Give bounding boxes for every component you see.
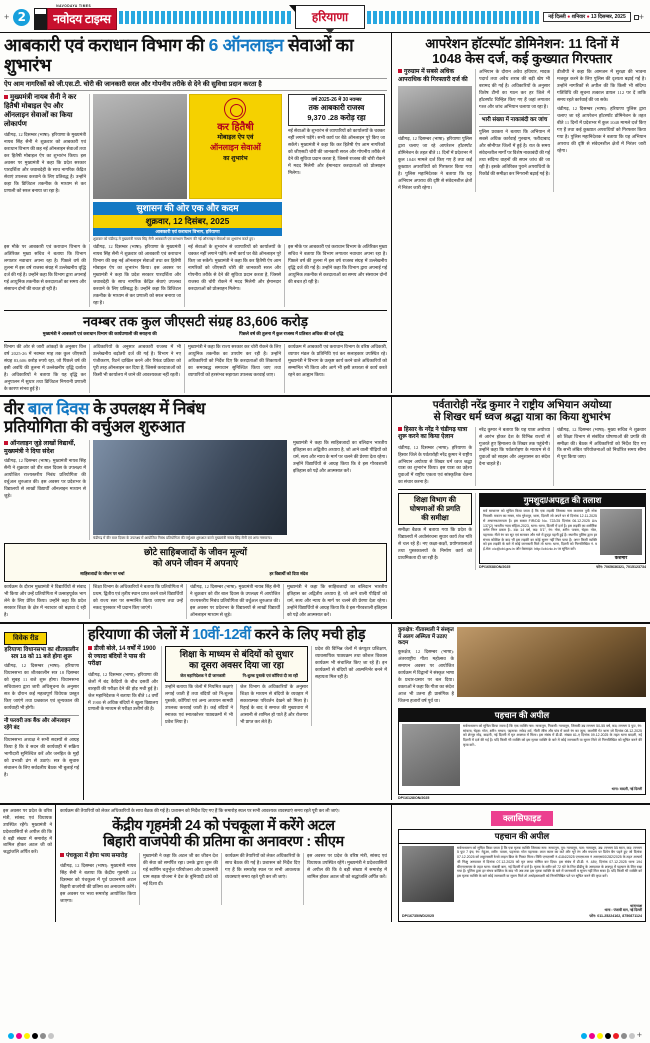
mid-left-body-5: चंडीगढ़, 12 दिसम्बर (भाषा): मुख्यमंत्री नायब सिंह सैनी ने शुक्रवार को वीर बाल दिवस के उपलक्ष्य में आयोजित राज्यस्तरीय निबंध प्रतियोगिता की वर्चुअल शुरुआत की। इस अवसर पर प्रदेशभर के विद्यालयों से लाखों विद्यार्थी ऑनलाइन माध्यम से जुड़े। [187,584,284,619]
right-body-4: डीजीपी ने कहा कि आमजन में सुरक्षा की भावना मजबूत करने के लिए पुलिस की दृश्यता बढ़ाई गई है। उन्होंने नागरिकों से अपील की कि किसी भी संदिग्ध गतिविधि की सूचना तत्काल डायल 112 पर दें ताकि समय रहते कार्रवाई की जा सके। [557,69,646,102]
statbox-line-1: वर्ष 2025-26 में 30 नवम्बर [311,97,362,104]
mid-left-box-sub-right: हर विद्यार्थी को दिया संदेश [269,571,308,577]
gst-body-3: मुख्यमंत्री ने कहा कि राज्य सरकार कर चोरी रोकने के लिए आधुनिक तकनीक का उपयोग कर रही है। उन्होंने अधिकारियों को निर्देश दिए कि करदाताओं की शिकायतों का समयबद्ध समाधान सुनिश्चित किया जाए तथा व्यापारियों को हरसंभव सहायता उपलब्ध करवाई जाए। [185,344,285,393]
registration-footer [0,1031,650,1040]
reg-dots-right [581,1031,642,1040]
mid-row [0,395,650,619]
lead-left-headline-part2: सेवाओं का शुभारंभ [4,35,354,75]
lower-right-column [392,624,650,800]
mid-left-kicker-text: ऑनलाइन जुड़े लाखों विद्यार्थी, मुख्यमंत्री ने दिया संदेश [4,439,76,455]
bottom-row [0,803,650,922]
masthead [0,0,650,30]
mid-left-photo-col [90,440,290,541]
atal-body-3: कार्यक्रम की तैयारियों को लेकर अधिकारियों के साथ बैठक की गई है। प्रशासन को निर्देश दिए गए हैं कि समारोह स्थल पर सभी आवश्यक व्यवस्थाएं समय रहते पूरी कर ली जाएं। [222,853,304,905]
crop-mark-left: + [4,11,10,22]
lead-left-body-4: चंडीगढ़, 12 दिसम्बर (भाषा): हरियाणा के मुख्यमंत्री नायब सिंह सैनी ने शुक्रवार को आबकारी एवं कराधान विभाग की छह नई ऑनलाइन सेवाओं तथा कर हितैषी मोबाइल ऐप का शुभारंभ किया। इस अवसर पर मुख्यमंत्री ने कहा कि प्रदेश सरकार पारदर्शिता और जवाबदेही के साथ नागरिक केंद्रित सेवाएं उपलब्ध करवाने के लिए प्रतिबद्ध है। उन्होंने कहा कि डिजिटल तकनीक के माध्यम से कर प्रणाली को सरल बनाया जा रहा है। [90,244,185,307]
event-photo [93,440,287,535]
mid-right-headline-2: से शिखर धर्म ध्वज श्रद्धा यात्रा का किया शुभारंभ [433,411,611,423]
right-body-5: चंडीगढ़, 12 दिसम्बर (भाषा): हरियाणा पुलिस द्वारा चलाए जा रहे आपरेशन हॉटस्पॉट डोमिनेशन के तहत बीते 11 दिनों में प्रदेशभर में कुल 1048 मामले दर्ज किए गए हैं तथा कई कुख्यात अपराधियों को गिरफ्तार किया गया है। पुलिस महानिदेशक ने बताया कि यह अभियान अपराध की दृष्टि से संवेदनशील क्षेत्रों में निरंतर जारी रहेगा। [557,105,646,153]
bullet-square-icon [4,95,8,99]
kurukshetra-photo-wrap [457,627,646,705]
identification-2-body: सर्वसाधारण को सूचित किया जाता है कि एक मृतक व्यक्ति जिसका नाम: नामालूम, पुत्र: नामालूम, पता: नामालूम, उम्र: लगभग 55 साल, कद: लगभग 5 फुट 7 इंच, रंग: गेहुंआ, शरीर: पतला, पहनावा: गोल पहनावा: लाल कलर का कर्ट और भूरे रंग और मफलर पर डिपेन बैग पहने हुए जो दिनांक 07.12.2025 को शकूरबस्ती रेलवे लाइन ब्रिज के निकट मिला। विधि एमएलसी नं.4184/2025 एमएसआर नं आरएस00/282/2025 के तहत आचार्य श्री भिक्षु अस्पताल में दिनांक 07.12.2025 को मृत लाया घोषित कर दिया। इस संबंध में डी.डी. नं. 48ए, दिनांक 07.12.2025 थाना 194 बीएनएसएस के तहत थाना: पंजाबी बाग, नई दिल्ली में दर्ज है। मृतक के शरीर को 72 घंटे के लिए डीडीयू के अस्पताल के शवगृह में पहचान के लिए रखा गया है। पुलिस द्वारा हर संभव कोशिश के बाद भी अब तक इस मृतक व्यक्ति के बारे में जानकारी व सुराग नहीं मिल सका है। यदि किसी भी व्यक्ति को इस मृतक व्यक्ति के बारे कोई जानकारी या सुराग मिले तो अधोहस्ताक्षरी को निम्नलिखित पते पर सूचित करने की कृपा करें। [457,845,642,878]
dateline-bullet-1: ● [567,14,571,20]
right-kicker [398,69,472,84]
right-headline-line2: 1048 केस दर्ज, कई कुख्यात गिरफ्तार [432,51,612,67]
mid-left-headline-1 [4,400,387,418]
identification-appeal-2 [398,829,646,922]
mid-left-body-1: चंडीगढ़, 12 दिसम्बर (भाषा): मुख्यमंत्री नायब सिंह सैनी ने शुक्रवार को वीर बाल दिवस के उपलक्ष्य में आयोजित राज्यस्तरीय निबंध प्रतियोगिता की वर्चुअल शुरुआत की। इस अवसर पर प्रदेशभर के विद्यालयों से लाखों विद्यार्थी ऑनलाइन माध्यम से जुड़े। [4,458,86,499]
right-body-1: चंडीगढ़, 12 दिसम्बर (भाषा): हरियाणा पुलिस द्वारा चलाए जा रहे आपरेशन हॉटस्पॉट डोमिनेशन के तहत बीते 11 दिनों में प्रदेशभर में कुल 1048 मामले दर्ज किए गए हैं तथा कई कुख्यात अपराधियों को गिरफ्तार किया गया है। पुलिस महानिदेशक ने बताया कि यह अभियान अपराध की दृष्टि से संवेदनशील क्षेत्रों में निरंतर जारी रहेगा। [398,136,472,190]
sadhu-photo [457,627,646,697]
jail-body-2: उन्होंने बताया कि जेलों में नियमित कक्षाएं लगाई जाती हैं तथा बंदियों को नि:शुल्क पुस्तकें, कॉपियां एवं अन्य अध्ययन सामग्री उपलब्ध करवाई जाती है। कई बंदियों ने स्नातक एवं स्नातकोत्तर पाठ्यक्रमों में भी प्रवेश लिया है। [165,684,237,726]
assembly-body-1: चंडीगढ़, 12 दिसम्बर (भाषा): हरियाणा विधानसभा का शीतकालीन सत्र 18 दिसम्बर को सुबह 11 बजे शुरू होगा। विधानसभा सचिवालय द्वारा जारी अधिसूचना के अनुसार सत्र के दौरान कई महत्वपूर्ण विधेयक प्रस्तुत किए जाएंगे तथा प्रश्नकाल एवं शून्यकाल की कार्यवाही भी होगी। [4,663,79,711]
lead-left-kicker-text: मुख्यमंत्री नायब सैनी ने कर हितैषी मोबाइल ऐप और ऑनलाइन सेवाओं का किया लोकार्पण [4,94,77,128]
identification-1-photo [402,724,460,786]
jail-body-4: प्रदेश की विभिन्न जेलों में कंप्यूटर प्रशिक्षण, व्यावसायिक पाठ्यक्रम तथा कौशल विकास कार्यक्रम भी संचालित किए जा रहे हैं। इन कार्यक्रमों से बंदियों को आत्मनिर्भर बनने में सहायता मिल रही है। [315,646,387,680]
mid-left-box-line2: को अपने जीवन में अपनाएं [153,558,238,569]
mid-left-col-1 [4,440,90,541]
missing-person-photo [600,509,642,555]
jail-body-3: जेल विभाग के अधिकारियों के अनुसार शिक्षा के माध्यम से बंदियों के व्यवहार में सकारात्मक परिवर्तन देखने को मिला है। रिहाई के बाद वे समाज की मुख्यधारा में आसानी से शामिल हो पाते हैं और रोजगार भी प्राप्त कर लेते हैं। [240,683,308,724]
right-headline-line1: आपरेशन हॉटस्पॉट डोमिनेशन: 11 दिनों में [425,36,619,51]
jail-col-1 [88,646,162,725]
dateline-day: शनिवार [571,14,586,20]
mid-right-kicker [398,427,472,442]
graphic-banner: सुशासन की ओर एक और कदम [93,202,282,215]
lead-left-subhead: ऐप आम नागरिकों को जी.एस.टी. चोरी की जानकारी सरल और गोपनीय तरीके से देने की सुविधा प्रदान करता है [4,78,387,91]
lead-left-col-1 [4,94,90,242]
edu-box-line2: घोषणाओं की प्रगति [409,504,461,514]
statbox-line-3: 9,370 .28 करोड़ रहा [307,113,366,123]
jail-kicker-text: डीजी बोले, 14 वर्षों में 1900 से ज्यादा बंदियों ने पास की परीक्षा [88,646,156,668]
right-col-3 [554,69,646,192]
jails-story [84,624,392,800]
dateline [543,12,630,22]
identification-2-heading: पहचान की अपील [399,830,645,844]
bottom-filler-col: इस अवसर पर प्रदेश के वरिष्ठ मंत्री, सांसद एवं विधायक उपस्थित रहेंगे। मुख्यमंत्री ने प्रदेशवासियों से अपील की कि वे बड़ी संख्या में समारोह में शामिल होकर अटल जी को श्रद्धांजलि अर्पित करें। [0,805,56,922]
jail-headline-part1: हरियाणा की जेलों में [88,626,193,643]
mid-left-body-6: मुख्यमंत्री ने कहा कि साहिबजादों का बलिदान भारतीय इतिहास का अद्वितीय अध्याय है, जो आने वाली पीढ़ियों को धर्म, सत्य और न्याय के मार्ग पर चलने की प्रेरणा देता रहेगा। उन्होंने विद्यार्थियों से आग्रह किया कि वे इस गौरवशाली इतिहास को पढ़ें और आत्मसात करें। [287,584,387,617]
graphic-department: आबकारी एवं कराधान विभाग, हरियाणा [93,228,282,236]
gst-headline: नवम्बर तक कुल जीएसटी संग्रह 83,606 करोड़ [83,313,308,329]
missing-person-phone: फोन: 7065636321, 7015123734 [596,565,646,570]
graphic-title-4: का शुभारंभ [223,155,248,162]
mid-right-body-2: नरेंद्र कुमार ने बताया कि यह यात्रा अयोध्या से आरंभ होकर देश के विभिन्न राज्यों से गुजरते हुए हिमालय के शिखर तक पहुंचेगी। उन्होंने कहा कि पर्वतारोहण के माध्यम से वे युवाओं को साहस और अनुशासन का संदेश देना चाहते हैं। [476,427,554,487]
right-kicker-text: गुरुग्राम में सबसे अधिक आपराधिक की गिरफ्तारी दर्ज की [398,69,468,83]
atal-headline-1: केंद्रीय गृहमंत्री 24 को पंचकूला में करेंगे अटल [112,817,335,834]
mid-left-boxed-headline [4,543,387,582]
atal-headline-2: बिहारी वाजपेयी की प्रतिमा का अनावरण : सीएम [103,833,344,850]
lead-left-headline-highlight: 6 ऑनलाइन [208,35,284,55]
vivek-read-pill[interactable]: विवेक रीड [4,632,47,645]
mid-left-headline-part2: के उपलक्ष्य में निबंध [88,399,206,418]
dateline-date: 13 दिसम्बर, 2025 [591,14,626,20]
gst-body-2: अधिकारियों के अनुसार आबकारी राजस्व में भी उल्लेखनीय बढ़ोतरी दर्ज की गई है। विभाग ने नए पंजीकरण, रिटर्न दाखिल करने और रिफंड प्रक्रिया को पूरी तरह ऑनलाइन कर दिया है, जिससे करदाताओं को किसी भी कार्यालय में जाने की आवश्यकता नहीं रहती। [90,344,185,393]
graphic-title-2: मोबाइल ऐप एवं [217,134,254,142]
lead-left-body-1: चंडीगढ़, 12 दिसम्बर (भाषा): हरियाणा के मुख्यमंत्री नायब सिंह सैनी ने शुक्रवार को आबकारी एवं कराधान विभाग की छह नई ऑनलाइन सेवाओं तथा कर हितैषी मोबाइल ऐप का शुभारंभ किया। इस अवसर पर मुख्यमंत्री ने कहा कि प्रदेश सरकार पारदर्शिता और जवाबदेही के साथ नागरिक केंद्रित सेवाएं उपलब्ध करवाने के लिए प्रतिबद्ध है। उन्होंने कहा कि डिजिटल तकनीक के माध्यम से कर प्रणाली को सरल बनाया जा रहा है। [4,132,86,194]
jail-headline-part2: करने के लिए मची होड़ [250,626,366,643]
mid-right-col-1 [398,427,476,487]
identification-2-phone: फोन: 011-25224162, 8750871124 [589,914,642,919]
jail-headline-highlight: 10वीं-12वीं [192,626,251,643]
mid-left-body-4: शिक्षा विभाग के अधिकारियों ने बताया कि प्रतियोगिता में प्रथम, द्वितीय एवं तृतीय स्थान प्राप्त करने वाले विद्यार्थियों को राज्य स्तर पर सम्मानित किया जाएगा तथा उन्हें नकद पुरस्कार भी प्रदान किए जाएंगे। [90,584,187,619]
kurukshetra-body: कुरुक्षेत्र, 12 दिसम्बर (भाषा): अंतरराष्ट्रीय गीता महोत्सव के समापन अवसर पर आयोजित कार्यक्रम में विद्वानों ने संस्कृत भाषा के प्रचार-प्रसार पर बल दिया। वक्ताओं ने कहा कि गीता का संदेश आज भी उतना ही प्रासंगिक है जितना हजारों वर्ष पूर्व था। [398,649,454,703]
gst-body-4: कार्यक्रम में आबकारी एवं कराधान विभाग के वरिष्ठ अधिकारी, व्यापार मंडल के प्रतिनिधि एवं कर सलाहकार उपस्थित रहे। मुख्यमंत्री ने विभाग के उत्कृष्ट कार्य करने वाले अधिकारियों को सम्मानित भी किया और आगे भी इसी तत्परता से कार्य करते रहने का आह्वान किया। [288,344,387,377]
jail-box-line2: का दूसरा अवसर दिया जा रहा [189,659,284,670]
launch-graphic [189,94,282,199]
lead-left-headline-part1: आबकारी एवं कराधान विभाग की [4,35,209,55]
lead-left-body-5: नई सेवाओं के शुभारंभ से व्यापारियों को कार्यालयों के चक्कर नहीं लगाने पड़ेंगे। सभी कार्य घर बैठे ऑनलाइन पूरे किए जा सकेंगे। मुख्यमंत्री ने कहा कि कर हितैषी ऐप आम नागरिकों को जीएसटी चोरी की जानकारी सरल और गोपनीय तरीके से देने की सुविधा प्रदान करता है, जिससे राजस्व की चोरी रोकने में मदद मिलेगी और ईमानदार करदाताओं को प्रोत्साहन मिलेगा। [185,244,285,307]
missing-person-notice [479,493,646,564]
lower-row [0,622,650,800]
bullet-square-icon-5 [88,646,92,650]
identification-1-body: सर्वसाधारण को सूचित किया जाता है कि एक व्यक्ति नाम: नामालूम, निवासी: नामालूम, जिसकी उम्र लगभग 50-55 वर्ष, कद: लगभग 5 फुट, रंग: सांवला, चेहरा: गोल, शरीर: मध्यम, पहनावा: सफेद शर्ट, नीली जींस और पांव में काले रंग का जूता, कश्मीरी गेट थाना जो दिनांक 08.12.2025 को शेरपुर मोड़, बादली, नई दिल्ली में मृत अवस्था में मिला। इस संबंध में डी.डी. संख्या 61-ए दिनांक 09.12.2025 के तहत थाना बादली, नई दिल्ली में दर्ज की गई है। यदि किसी भी व्यक्ति को इस मृतक व्यक्ति के बारे में कोई जानकारी या सुराग मिले तो निम्नलिखित को सूचित करने की कृपा करें:- [463,723,642,747]
assembly-column [0,624,84,800]
state-tab[interactable]: हरियाणा [295,5,365,29]
identification-1-station: थाना: बादली, नई दिल्ली [611,786,642,791]
jail-box-sub-right: नि:शुल्क पुस्तकें एवं कॉपियां दी जा रहीं [242,672,298,678]
missing-person-dp: DP/16538/ON/2025 [479,565,511,570]
jail-box-line1: शिक्षा के माध्यम से बंदियों को सुधार [179,649,294,660]
logo-hindi-text: नवोदय टाइम्स [47,8,116,30]
atal-col-1 [60,853,140,905]
gst-section [4,310,387,342]
lead-left-stat-col [285,94,385,242]
mid-right-body-1: चंडीगढ़, 12 दिसम्बर (भाषा): हरियाणा के हिसार जिले के पर्वतारोही नरेंद्र कुमार ने राष्ट्रीय अभियान अयोध्या से शिखर धर्म ध्वज श्रद्धा यात्रा का शुभारंभ किया। इस यात्रा का उद्देश्य युवाओं में राष्ट्रीय एकता एवं सांस्कृतिक चेतना का संचार करना है। [398,444,472,485]
mid-left-photo-caption: चंडीगढ़ में वीर बाल दिवस के उपलक्ष्य में आयोजित निबंध प्रतियोगिता की वर्चुअल शुरुआत करते मुख्यमंत्री नायब सिंह सैनी एवं अन्य गणमान्य। [93,535,272,540]
crop-mark-right: + [638,11,645,22]
identification-2-signature: थानाध्यक्ष [630,903,642,908]
mid-left-headline-highlight: बाल दिवस [27,399,89,418]
atal-body-2: मुख्यमंत्री ने कहा कि अटल जी का जीवन देश की सेवा को समर्पित रहा। उनके द्वारा शुरू की गई स्वर्णिम चतुर्भुज परियोजना और प्रधानमंत्री ग्राम सड़क योजना ने देश के बुनियादी ढांचे को नई दिशा दी। [140,853,222,905]
edu-box-line3: की समीक्षा [421,512,449,522]
right-sub-kicker: भारी संख्या में नाकाबंदी कर जांच [479,114,550,127]
bullet-square-icon-6 [60,853,64,857]
graphic-title-3: ऑनलाइन सेवाओं [210,143,261,153]
bullet-square-icon-3 [4,441,8,445]
gst-sub-left: मुख्यमंत्री ने आबकारी एवं कराधान विभाग की कार्यप्रणाली की सराहना की [42,331,157,337]
mid-right-notice-col [476,493,646,570]
dateline-bullet-2: ● [586,14,590,20]
atal-body-1: चंडीगढ़, 12 दिसम्बर (भाषा): मुख्यमंत्री नायब सिंह सैनी ने बताया कि केंद्रीय गृहमंत्री 24 दिसम्बर को पंचकूला में पूर्व प्रधानमंत्री अटल बिहारी वाजपेयी की प्रतिमा का अनावरण करेंगे। इस अवसर पर भव्य समारोह आयोजित किया जाएगा। [60,863,136,904]
identification-1-heading: पहचान की अपील [399,709,645,722]
right-body-2: अभियान के दौरान अवैध हथियार, मादक पदार्थ तथा अवैध शराब की बड़ी खेप भी बरामद की गई है। अधिकारियों के अनुसार विशेष टीमों का गठन कर हर जिले में हॉटस्पॉट चिन्हित किए गए हैं जहां लगातार गश्त और जांच अभियान चलाया जा रहा है। [479,69,550,109]
identification-2-station: थाना : पंजाबी बाग, नई दिल्ली [604,908,642,913]
assembly-body-2: विधानसभा अध्यक्ष ने सभी सदस्यों से आग्रह किया है कि वे सदन की कार्यवाही में सक्रिय भागीदारी सुनिश्चित करें और जनहित के मुद्दों को प्रभावी ढंग से उठाएं। सत्र के सुचारु संचालन के लिए सर्वदलीय बैठक भी बुलाई गई है। [4,736,79,777]
mid-left-body-2: मुख्यमंत्री ने कहा कि साहिबजादों का बलिदान भारतीय इतिहास का अद्वितीय अध्याय है, जो आने वाली पीढ़ियों को धर्म, सत्य और न्याय के मार्ग पर चलने की प्रेरणा देता रहेगा। उन्होंने विद्यार्थियों से आग्रह किया कि वे इस गौरवशाली इतिहास को पढ़ें और आत्मसात करें। [293,439,387,473]
edu-box-line1: शिक्षा विभाग की [414,495,456,505]
right-col-1 [398,69,476,192]
arrest-photo [398,86,472,134]
lead-left-body-6: इस मौके पर आबकारी एवं कराधान विभाग के अतिरिक्त मुख्य सचिव ने बताया कि विभाग लगातार नवाचार अपना रहा है। पिछले वर्ष की तुलना में इस वर्ष राजस्व संग्रह में उल्लेखनीय वृद्धि दर्ज की गई है। उन्होंने कहा कि विभाग द्वारा अपनाई गई आधुनिक तकनीक से करदाताओं का समय और संसाधन दोनों की बचत हो रही है। [288,243,387,284]
excise-revenue-statbox [288,94,385,126]
jail-headline [88,627,387,643]
cm-photo [93,94,187,199]
assembly-kicker: हरियाणा विधानसभा का शीतकालीन सत्र 18 को 11 बजे होगा शुरू [4,646,79,661]
mid-right-body-3: चंडीगढ़, 12 दिसम्बर (भाषा): मुख्य सचिव ने शुक्रवार को शिक्षा विभाग से संबंधित घोषणाओं की प्रगति की समीक्षा की। बैठक में अधिकारियों को निर्देश दिए गए कि सभी लंबित परियोजनाओं को निर्धारित समय सीमा में पूरा किया जाए। [557,426,646,460]
graphic-date: शुक्रवार, 12 दिसंबर, 2025 [93,215,282,228]
reg-dots-left [8,1033,54,1039]
jail-box-sub-left: जेल महानिदेशक ने दी जानकारी [180,672,226,678]
mid-left-body-3: कार्यक्रम के दौरान मुख्यमंत्री ने विद्यार्थियों से संवाद भी किया और उन्हें प्रतियोगिता में उत्साहपूर्वक भाग लेने के लिए प्रेरित किया। उन्होंने कहा कि प्रदेश सरकार शिक्षा के क्षेत्र में नवाचार को बढ़ावा दे रही है। [4,584,90,619]
identification-2-dp: DP/16735/WD/2025 [402,914,434,919]
state-tab-wrap [295,5,365,29]
mid-right-body-4: समीक्षा बैठक में बताया गया कि प्रदेश के विद्यालयों में अधोसंरचना सुधार कार्य तेज गति से चल रहे हैं। नए कक्षा-कक्षों, प्रयोगशालाओं तथा पुस्तकालयों के निर्माण कार्य को प्राथमिकता दी जा रही है। [398,527,472,561]
lead-story-right [392,33,650,393]
statbox-line-2: तक आबकारी राजस्व [308,103,365,113]
atal-statue-story [56,805,392,922]
dateline-place: नई दिल्ली [548,14,566,20]
flag-icon [34,8,47,30]
mid-left-kicker [4,440,86,456]
lead-story-left [0,33,392,393]
lead-left-visual-col [90,94,285,242]
gst-sub-right: पिछले वर्ष की तुलना में कुल राजस्व में प्रतिशत अधिक की दर्ज वृद्धि [239,331,344,337]
identification-1-dp: DP/16128/ON/2025 [398,795,430,800]
lead-left-photo-caption: शुक्रवार को चंडीगढ़ में मुख्यमंत्री नायब सिंह सैनी आबकारी एवं कराधान विभाग की नई ऑनलाइन सेवाओं का शुभारंभ करते हुए। [93,237,255,242]
education-review-box [398,493,472,525]
identification-appeal-1 [398,708,646,795]
mid-right-story [392,397,650,619]
mid-left-headline-part1: वीर [4,399,28,418]
mid-right-headline-1: पर्वतारोही नरेंद्र कुमार ने राष्ट्रीय अभियान अयोध्या [432,399,612,411]
lead-left-kicker [4,94,86,129]
gst-body-1: विभाग की ओर से जारी आंकड़ों के अनुसार वित्त वर्ष 2025-26 में नवम्बर माह तक कुल जीएसटी संग्रह 83,606 करोड़ रुपये रहा, जो पिछले वर्ष की इसी अवधि की तुलना में उल्लेखनीय वृद्धि दर्शाता है। अधिकारियों ने बताया कि यह वृद्धि कर अनुपालन में सुधार तथा डिजिटल निगरानी प्रणाली के कारण संभव हुई है। [4,344,90,393]
mid-right-box-col [398,493,476,570]
mid-left-box-sub-left: साहिबजादों के जीवन पर चर्चा [80,571,125,577]
assembly-sub-kicker: नौ फरवरी तक बैंक और ऑनलाइन रहेंगे बंद [4,715,79,735]
lead-row [0,32,650,393]
crop-mark-bottom: + [636,1030,642,1040]
atal-kicker-text: पंचकूला में होगा भव्य समारोह [66,853,128,860]
bottom-runover: कार्यक्रम की तैयारियों को लेकर अधिकारियों के साथ बैठक की गई है। प्रशासन को निर्देश दिए गए हैं कि समारोह स्थल पर सभी आवश्यक व्यवस्थाएं समय रहते पूरी कर ली जाएं। [60,807,340,813]
jail-body-1: चंडीगढ़, 12 दिसम्बर (भाषा): हरियाणा की जेलों में बंद कैदियों के बीच दसवीं और बारहवीं की परीक्षा देने की होड़ मची हुई है। जेल महानिदेशक ने बताया कि बीते 14 वर्षों में 1900 से अधिक बंदियों ने खुला विद्यालय प्रणाली के माध्यम से परीक्षा उत्तीर्ण की है। [88,671,158,712]
jail-box-col [162,646,312,725]
jail-boxed-headline [165,646,308,682]
bullet-square-icon-2 [398,69,402,73]
jail-kicker [88,646,158,669]
haryana-emblem-icon [224,98,246,120]
decor-bars-left [119,11,293,24]
missing-person-heading: गुमशुदा/अपहृत की तलाश [480,494,645,507]
lead-left-body-2: नई सेवाओं के शुभारंभ से व्यापारियों को कार्यालयों के चक्कर नहीं लगाने पड़ेंगे। सभी कार्य घर बैठे ऑनलाइन पूरे किए जा सकेंगे। मुख्यमंत्री ने कहा कि कर हितैषी ऐप आम नागरिकों को जीएसटी चोरी की जानकारी सरल और गोपनीय तरीके से देने की सुविधा प्रदान करता है, जिससे राजस्व की चोरी रोकने में मदद मिलेगी और ईमानदार करदाताओं को प्रोत्साहन मिलेगा। [288,128,385,176]
mid-right-kicker-text: हिसार के नरेंद्र ने चंडीगढ़ यात्रा शुरू करने का किया ऐलान [398,426,468,441]
decor-bars-right [367,11,541,24]
right-col-2 [476,69,554,192]
kurukshetra-kicker: कुरुक्षेत्र: गीतास्थली ने संस्कृत में अलग अस्मिता में उठाए कदम [398,626,454,647]
atal-kicker [60,853,136,860]
classified-column [392,805,650,922]
lead-left-body-3: इस मौके पर आबकारी एवं कराधान विभाग के अतिरिक्त मुख्य सचिव ने बताया कि विभाग लगातार नवाचार अपना रहा है। पिछले वर्ष की तुलना में इस वर्ष राजस्व संग्रह में उल्लेखनीय वृद्धि दर्ज की गई है। उन्होंने कहा कि विभाग द्वारा अपनाई गई आधुनिक तकनीक से करदाताओं का समय और संसाधन दोनों की बचत हो रही है। [4,244,90,307]
missing-person-name: कशमार [614,555,628,561]
graphic-title-1: कर हितैषी [217,122,254,134]
mid-left-story [0,397,392,619]
publication-logo[interactable] [34,4,116,30]
kurukshetra-col [398,627,454,705]
atal-body-4: इस अवसर पर प्रदेश के वरिष्ठ मंत्री, सांसद एवं विधायक उपस्थित रहेंगे। मुख्यमंत्री ने प्रदेशवासियों से अपील की कि वे बड़ी संख्या में समारोह में शामिल होकर अटल जी को श्रद्धांजलि अर्पित करें। [307,853,387,879]
bullet-square-icon-4 [398,427,402,431]
page-number: 2 [13,9,30,26]
mid-left-headline-2: प्रतियोगिता की वर्चुअल शुरुआत [4,418,185,437]
lead-left-headline [4,36,387,75]
missing-person-body: सर्व साधारण को सूचित किया जाता है कि एक लड़की जिसका नाम कशमार पुत्री नरेश निवासी: मकान का नम्बर, गांव गुरेशपुर, थाना, दिल्ली जो अपने घर से दिनांक 12.11.2025 से अचानक/लापता है। इस बाबत FIR/DD No. 722/25 दिनांक 06.12.2025 U/s 137(2) भारतीय न्याय संहिता-2023, थाना: थाना, दिल्ली में दर्ज है। इस लड़की का शारीरिक वर्णन निम्न प्रकार है:- उम्र: 14 वर्ष, कद: 5'1", रंग: गोरा, शरीर: पतला, चेहरा: गोल, पहनावा: नीले रंग का सूट एवं सलवार और गले में दुपट्टा पहनी हुई है। स्थानीय पुलिस द्वारा हर संभव कोशिश के बाद भी इस लड़की का कोई सुराग नहीं मिल पाया है। अगर किसी व्यक्ति को इस लड़की के बारे में कोई जानकारी मिले तो थाना: थाना, दिल्ली को निम्नलिखित नं. व ई-मेल: cic@cbi.gov.in और वेबसाइट: http://cbi.nic.in पर सूचित करें। [483,509,597,552]
logo-english-text: NAVODAYA TIMES [56,4,92,8]
classified-pill[interactable]: क्लासिफाइड [491,811,553,826]
identification-2-photo [402,846,454,902]
right-body-3: पुलिस प्रवक्ता ने बताया कि अभियान में सबसे अधिक कार्रवाई गुरुग्राम, फरीदाबाद और सोनीपत जिलों में हुई है। रात के समय संवेदनशील मार्गों पर विशेष नाकाबंदी की गई तथा संदिग्ध वाहनों की सघन जांच की जा रही है। इसके अतिरिक्त पुराने अपराधियों के रिकॉर्ड की समीक्षा कर निगरानी बढ़ाई गई है। [479,128,550,176]
mid-left-box-line1: छोटे साहिबजादों के जीवन मूल्यों [144,547,247,558]
